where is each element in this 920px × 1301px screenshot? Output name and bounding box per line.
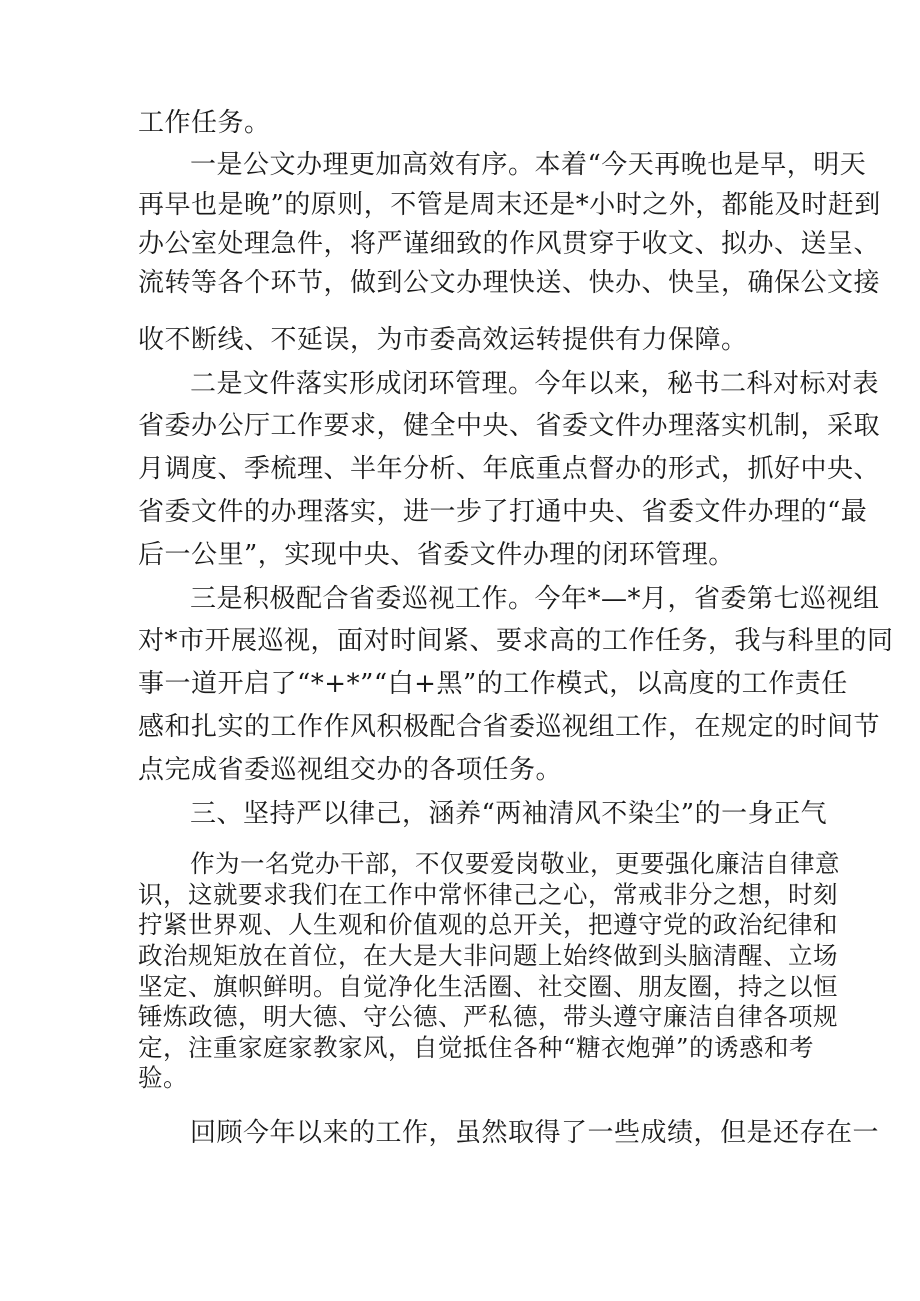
- paragraph-1-start: 一是公文办理更加高效有序。本着“今天再晚也是早，明天: [190, 150, 867, 180]
- section-heading: 三、坚持严以律己，涵养“两袖清风不染尘”的一身正气: [190, 799, 828, 829]
- text-line: 办公室处理急件，将严谨细致的作风贯穿于收文、拟办、送呈、: [138, 229, 881, 259]
- text-line: 锤炼政德，明大德、守公德、严私德，带头遵守廉洁自律各项规: [138, 1002, 838, 1031]
- text-line: 月调度、季梳理、半年分析、年底重点督办的形式，抓好中央、: [138, 454, 881, 484]
- text-line: 工作任务。: [138, 108, 271, 138]
- paragraph-4-start: 作为一名党办干部，不仅要爱岗敬业，更要强化廉洁自律意: [190, 849, 840, 878]
- paragraph-3-start: 三是积极配合省委巡视工作。今年*—*月，省委第七巡视组: [190, 584, 880, 614]
- text-line: 拧紧世界观、人生观和价值观的总开关，把遵守党的政治纪律和: [138, 910, 838, 939]
- text-line: 感和扎实的工作作风积极配合省委巡视组工作，在规定的时间节: [138, 712, 881, 742]
- paragraph-2-start: 二是文件落实形成闭环管理。今年以来，秘书二科对标对表: [190, 369, 880, 399]
- text-line: 事一道开启了“*+*”“白+黑”的工作模式，以高度的工作责任: [138, 669, 848, 699]
- text-line: 定，注重家庭家教家风，自觉抵住各种“糖衣炮弹”的诱惑和考: [138, 1033, 815, 1062]
- text-line: 收不断线、不延误，为市委高效运转提供有力保障。: [138, 325, 748, 355]
- text-line: 省委文件的办理落实，进一步了打通中央、省委文件办理的“最: [138, 497, 868, 527]
- text-line: 识，这就要求我们在工作中常怀律己之心，常戒非分之想，时刻: [138, 880, 838, 909]
- text-line: 政治规矩放在首位，在大是大非问题上始终做到头脑清醒、立场: [138, 941, 838, 970]
- text-line: 后一公里”，实现中央、省委文件办理的闭环管理。: [138, 540, 735, 570]
- text-line: 流转等各个环节，做到公文办理快送、快办、快呈，确保公文接: [138, 268, 881, 298]
- text-line: 点完成省委巡视组交办的各项任务。: [138, 755, 563, 785]
- text-line: 对*市开展巡视，面对时间紧、要求高的工作任务，我与科里的同: [138, 626, 894, 656]
- text-line: 再早也是晚”的原则，不管是周末还是*小时之外，都能及时赶到: [138, 190, 881, 220]
- text-line: 省委办公厅工作要求，健全中央、省委文件办理落实机制，采取: [138, 411, 881, 441]
- text-line: 验。: [138, 1063, 188, 1092]
- paragraph-5-start: 回顾今年以来的工作，虽然取得了一些成绩，但是还存在一: [190, 1118, 880, 1148]
- text-line: 坚定、旗帜鲜明。自觉净化生活圈、社交圈、朋友圈，持之以恒: [138, 972, 838, 1001]
